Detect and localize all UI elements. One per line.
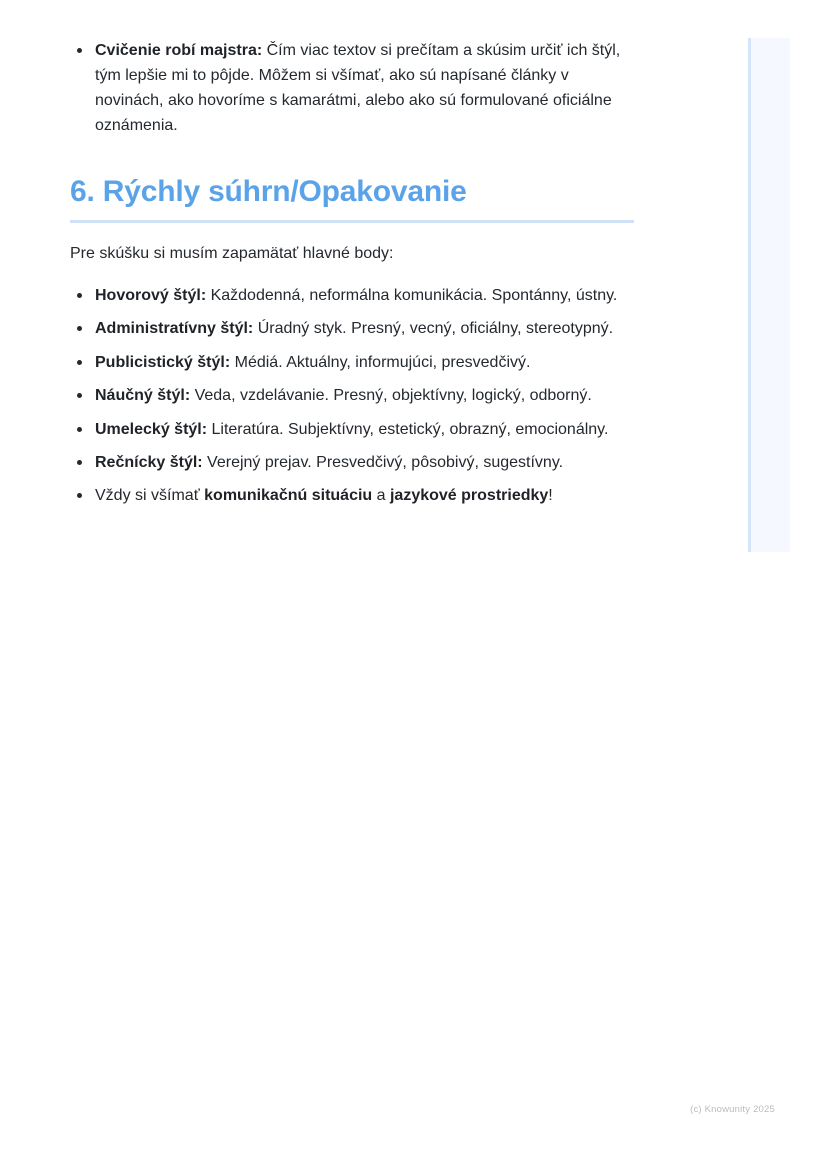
list-item-term: Hovorový štýl: [95, 287, 207, 304]
reminder-text: Vždy si všímať [95, 487, 205, 505]
list-item-reminder [70, 483, 636, 508]
list-item-term: Umelecký štýl: [95, 420, 208, 438]
reminder-text: ! [548, 487, 553, 505]
list-item-text: Úradný styk. Presný, vecný, oficiálny, stereotypný. [253, 320, 614, 338]
list-item [70, 350, 636, 375]
document-content [70, 38, 636, 517]
reminder-term-means: jazykové prostriedky [389, 487, 549, 505]
reminder-term-situation: komunikačnú situáciu [204, 487, 373, 505]
list-item [70, 417, 636, 442]
section-heading: 6. Rýchly súhrn/Opakovanie [70, 172, 634, 223]
list-item-text: Médiá. Aktuálny, informujúci, presvedčivý. [230, 353, 531, 371]
list-item-term: Rečnícky štýl: [95, 453, 203, 471]
reminder-text: a [372, 487, 390, 505]
list-item-term: Publicistický štýl: [95, 353, 231, 371]
footer-copyright: (c) Knowunity 2025 [690, 1104, 775, 1115]
list-item [70, 450, 636, 475]
list-item-text: Verejný prejav. Presvedčivý, pôsobivý, sugestívny. [202, 453, 564, 471]
list-item-term: Cvičenie robí majstra: [95, 42, 263, 59]
list-item-text: Literatúra. Subjektívny, estetický, obrazný, emocionálny. [207, 420, 609, 438]
list-item [70, 383, 636, 408]
list-item-text: Veda, vzdelávanie. Presný, objektívny, logický, odborný. [190, 387, 592, 405]
list-item [70, 38, 636, 138]
list-item [70, 283, 636, 308]
summary-bullet-list [70, 283, 636, 508]
list-item-text: Čím viac textov si prečítam a skúsim určiť ich štýl, tým lepšie mi to pôjde. Môžem si všímať, ako sú napísané články v novinách, ako hovoríme s kamarátmi, alebo ako sú formulované oficiálne oznámenia. [95, 42, 621, 134]
section-lead: Pre skúšku si musím zapamätať hlavné body: [70, 245, 394, 262]
intro-bullet-list [70, 38, 636, 138]
side-note-panel [748, 38, 790, 552]
list-item-term: Administratívny štýl: [95, 320, 254, 338]
list-item-text: Každodenná, neformálna komunikácia. Spontánny, ústny. [206, 287, 618, 304]
list-item-term: Náučný štýl: [95, 387, 191, 405]
list-item [70, 316, 636, 341]
